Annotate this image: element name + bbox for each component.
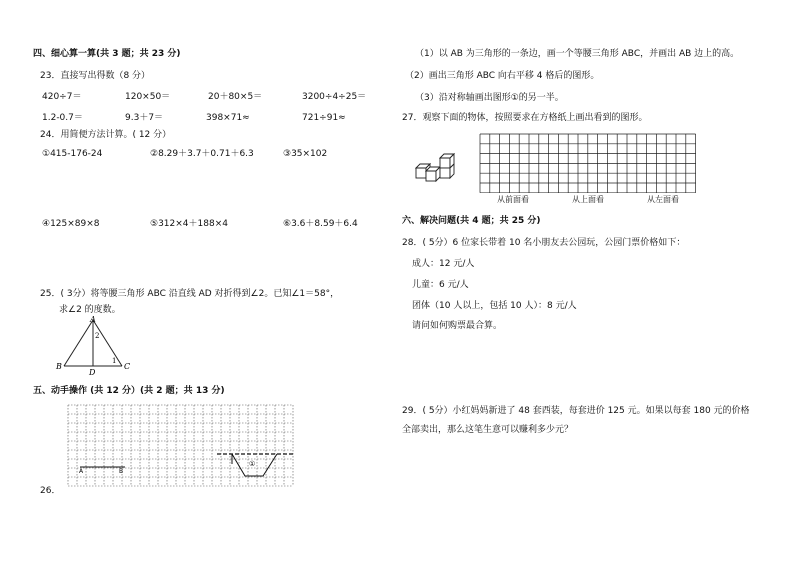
section-5-title: 五、动手操作 (共 12 分）(共 2 题；共 13 分)	[33, 386, 225, 396]
section-4-title: 四、细心算一算(共 3 题；共 23 分)	[33, 49, 181, 59]
q26-part-3: （3）沿对称轴画出图形①的另一半。	[415, 93, 564, 103]
view-label-front: 从前面看	[497, 195, 529, 204]
question-29: 29．( 5分）小红妈妈新进了 48 套西装，每套进价 125 元。如果以每套 180 元的价格	[402, 406, 750, 416]
calc-item: 398×71≈	[206, 113, 250, 123]
point-label-b: B	[119, 468, 124, 475]
calc-item: 9.3＋7＝	[125, 113, 164, 123]
q26-grid	[67, 404, 295, 489]
price-group: 团体（10 人以上，包括 10 人）：8 元/人	[412, 301, 577, 311]
question-26: 26．	[40, 486, 61, 496]
calc-item: ②8.29＋3.7＋0.71＋6.3	[150, 149, 254, 159]
cube-stack-figure	[414, 150, 464, 188]
calc-item: 120×50＝	[125, 92, 171, 102]
calc-item: ①415-176-24	[42, 149, 103, 159]
vertex-label-a: A	[90, 316, 96, 324]
calc-item: ⑤312×4＋188×4	[150, 219, 228, 229]
triangle-figure	[50, 316, 140, 376]
calc-item: 721÷91≈	[302, 113, 346, 123]
question-24: 24．用简便方法计算。( 12 分）	[40, 130, 172, 140]
price-adult: 成人：12 元/人	[412, 259, 475, 269]
point-label-a: A	[79, 468, 84, 475]
question-25: 25．( 3分）将等腰三角形 ABC 沿直线 AD 对折得到∠2。已知∠1＝58°，	[40, 289, 340, 299]
calc-item: ③35×102	[283, 149, 328, 159]
question-23: 23．直接写出得数（8 分）	[40, 71, 151, 81]
question-25-line2: 求∠2 的度数。	[59, 305, 121, 315]
vertex-label-c: C	[124, 362, 131, 371]
view-label-left: 从左面看	[647, 195, 679, 204]
section-6-title: 六、解决问题(共 4 题；共 25 分)	[402, 216, 541, 226]
vertex-label-b: B	[56, 362, 62, 371]
question-28-ask: 请问如何购票最合算。	[412, 321, 503, 331]
angle-label-2: 2	[95, 332, 100, 340]
shape-label-1: ①	[249, 460, 256, 468]
q27-grid	[479, 133, 697, 193]
point-label-d: D	[89, 368, 96, 376]
question-27: 27．观察下面的物体，按照要求在方格纸上画出看到的图形。	[402, 113, 648, 123]
calc-item: 1.2-0.7＝	[42, 113, 83, 123]
q26-part-1: （1）以 AB 为三角形的一条边，画一个等腰三角形 ABC，并画出 AB 边上的高。	[415, 49, 740, 59]
view-label-top: 从上面看	[572, 195, 604, 204]
calc-item: 420÷7＝	[42, 92, 82, 102]
question-28: 28．( 5分）6 位家长带着 10 名小朋友去公园玩，公园门票价格如下：	[402, 238, 686, 248]
angle-label-1: 1	[112, 357, 117, 365]
calc-item: ⑥3.6＋8.59＋6.4	[283, 219, 358, 229]
calc-item: 3200÷4÷25＝	[302, 92, 367, 102]
question-29-line2: 全部卖出，那么这笔生意可以赚利多少元？	[402, 425, 574, 435]
q26-part-2: （2）画出三角形 ABC 向右平移 4 格后的图形。	[405, 71, 600, 81]
calc-item: 20＋80×5＝	[208, 92, 263, 102]
calc-item: ④125×89×8	[42, 219, 100, 229]
price-child: 儿童：6 元/人	[412, 280, 469, 290]
